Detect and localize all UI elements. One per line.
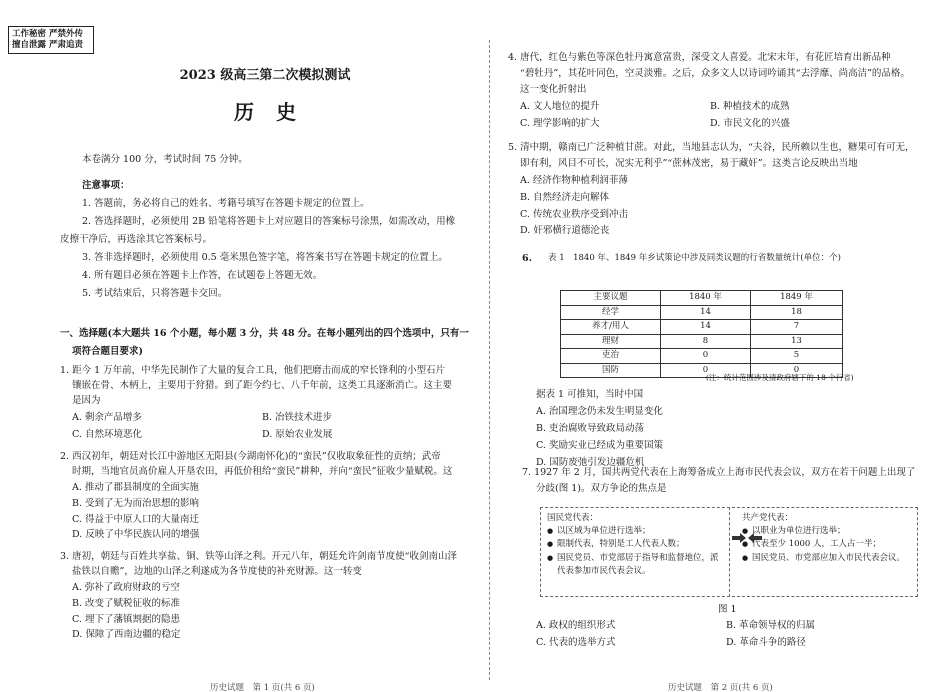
option-c: C. 自然环境恶化 xyxy=(72,428,142,440)
question-stem: 这一变化折射出 xyxy=(520,83,587,95)
option-d: D. 革命斗争的路径 xyxy=(726,636,806,648)
option-a: A. 政权的组织形式 xyxy=(536,620,616,631)
table-note: (注：统计范围涉及清政府辖下的 18 个行省) xyxy=(706,373,854,382)
option-b: B. 种植技术的成熟 xyxy=(710,100,790,112)
option-a: A. 经济作物种植利润菲薄 xyxy=(520,174,628,186)
option-a: A. 治国理念仍未发生明显变化 xyxy=(536,405,663,417)
option-d: D. 原始农业发展 xyxy=(262,428,333,440)
table-cell: 14 xyxy=(661,320,751,335)
table-cell: 13 xyxy=(751,334,843,349)
question-3 xyxy=(60,551,457,641)
notice-item: 1. 答题前，务必将自己的姓名、考籍号填写在答题卡规定的位置上。 xyxy=(82,198,370,209)
option-d: D. 保障了西南边疆的稳定 xyxy=(72,629,181,641)
notice-item: 3. 答非选择题时，必须使用 0.5 毫米黑色签字笔，将答案书写在答题卡规定的位置上。 xyxy=(82,252,448,263)
stamp-line: 工作秘密 严禁外传 xyxy=(12,29,83,39)
kmt-item: ● 限制代表，特别是工人代表人数； xyxy=(547,538,723,551)
notice-title: 注意事项： xyxy=(82,180,130,191)
ccp-title: 共产党代表： xyxy=(742,513,794,523)
question-stem: 4. 唐代，红色与紫色等深色牡丹寓意富贵，深受文人喜爱。北宋末年，有花匠培育出新品种 xyxy=(508,52,891,63)
ccp-position-box xyxy=(732,507,918,597)
option-b: B. 自然经济走向解体 xyxy=(520,191,610,203)
table-header-row xyxy=(561,291,843,306)
option-d: D. 市民文化的兴盛 xyxy=(710,117,790,129)
option-b: B. 改变了赋税征收的标准 xyxy=(72,597,181,609)
table-row xyxy=(561,305,843,320)
stamp-line: 擅自泄露 严肃追责 xyxy=(12,40,83,51)
option-a: A. 剩余产品增多 xyxy=(72,411,142,423)
table-header: 1849 年 xyxy=(751,291,843,306)
section-heading: 一、选择题(本大题共 16 个小题，每小题 3 分，共 48 分。在每小题列出的四个选项中，只有一 xyxy=(60,328,469,339)
table-row xyxy=(561,334,843,349)
table-cell: 14 xyxy=(661,305,751,320)
ccp-item: ● 代表至少 1000 人，工人占一半； xyxy=(742,538,911,551)
option-d: D. 奸邪横行道德沦丧 xyxy=(520,225,610,237)
left-page xyxy=(60,0,470,692)
option-c: C. 埋下了藩镇割据的隐患 xyxy=(72,613,180,625)
table-cell: 8 xyxy=(661,334,751,349)
question-6-number: 6. xyxy=(522,253,532,264)
exam-title: 2023 级高三第二次模拟测试 xyxy=(179,68,351,83)
question-stem: 即有利，风目不可长，况实无利乎”“蔗林茂密，易于藏奸”。这类言论反映出当地 xyxy=(520,157,858,169)
option-b: B. 吏治腐败导致政局动荡 xyxy=(536,422,645,434)
question-stem: 1. 距今 1 万年前，中华先民制作了大量的复合工具，他们把磨击而成的窄长锋利的小型石片 xyxy=(60,365,446,376)
question-stem: 5. 清中期，赣南已广泛种植甘蔗。对此，当地县志认为，“夫谷，民所赖以生也，糖果可有可无， xyxy=(508,142,915,153)
question-stem: 镶嵌在骨、木柄上，主要用于狩猎。到了距今约七、八千年前，这类工具逐渐消亡。这主要 xyxy=(72,379,453,391)
table-row xyxy=(561,320,843,335)
table-cell: 经学 xyxy=(561,305,661,320)
table-cell: 0 xyxy=(661,349,751,364)
option-c: C. 奖励实业已经成为重要国策 xyxy=(536,439,663,451)
option-d: D. 国防废弛引发边疆危机 xyxy=(536,456,645,468)
question-stem: 盐铁以自赡”，边地的山泽之利遂成为各节度使的补充财源。这一转变 xyxy=(72,565,362,577)
exam-intro: 本卷满分 100 分，考试时间 75 分钟。 xyxy=(82,154,248,165)
notice-item: 5. 考试结束后，只将答题卡交回。 xyxy=(82,288,228,299)
question-7-options xyxy=(536,620,916,649)
kmt-item: ● 国民党员、市党部居于指导和监督地位，派代表参加市民代表会议。 xyxy=(547,552,723,578)
table-header: 主要议题 xyxy=(561,291,661,306)
question-stem: 据表 1 可推知，当时中国 xyxy=(536,389,644,400)
table-cell: 0 xyxy=(751,363,843,378)
option-c: C. 传统农业秩序受到冲击 xyxy=(520,208,628,220)
option-b: B. 冶铁技术进步 xyxy=(262,411,333,423)
table-cell: 吏治 xyxy=(561,349,661,364)
question-4 xyxy=(508,52,910,129)
option-c: C. 理学影响的扩大 xyxy=(520,117,600,129)
section-heading: 项符合题目要求) xyxy=(72,346,143,357)
ccp-item: ● 以职业为单位进行选举； xyxy=(742,525,911,538)
question-stem: 3. 唐初，朝廷与百姓共享盐、铜、铁等山泽之利。开元八年，朝廷允许剑南节度使“收剑南山泽 xyxy=(60,551,457,562)
table-cell: 18 xyxy=(751,305,843,320)
option-a: A. 弥补了政府财政的亏空 xyxy=(72,581,180,593)
figure-label: 图 1 xyxy=(718,604,737,615)
option-a: A. 文人地位的提升 xyxy=(520,100,600,112)
kmt-item: ● 以区域为单位进行选举； xyxy=(547,525,723,538)
question-stem: “碧牡丹”，其花叶同色，空灵淡雅。之后，众多文人以诗词吟诵其“去浮靡、尚高洁”的品格。 xyxy=(520,67,910,79)
question-1 xyxy=(60,365,452,440)
table-cell: 5 xyxy=(751,349,843,364)
notice-item: 皮擦干净后，再选涂其它答案标号。 xyxy=(60,234,213,245)
table-cell: 养才/用人 xyxy=(561,320,661,335)
table-header: 1840 年 xyxy=(661,291,751,306)
question-stem: 2. 西汉初年，朝廷对长江中游地区无阳县(今湖南怀化)的“蛮民”仅收取象征性的贡纳；武帝 xyxy=(60,451,441,462)
kmt-position-box xyxy=(540,507,730,597)
question-5 xyxy=(508,142,914,237)
question-stem: 7. 1927 年 2 月，国共两党代表在上海筹备成立上海市民代表会议，双方在若干问题上出现了 xyxy=(522,467,916,478)
table-caption: 表 1 1840 年、1849 年乡试策论中涉及同类议题的行省数量统计(单位：个) xyxy=(548,253,841,263)
question-stem: 是因为 xyxy=(72,394,101,406)
table-cell: 国防 xyxy=(561,363,661,378)
option-a: A. 推动了郡县制度的全面实施 xyxy=(72,481,199,493)
question-2 xyxy=(60,451,452,541)
table-cell: 理财 xyxy=(561,334,661,349)
kmt-title: 国民党代表： xyxy=(547,513,599,523)
data-table xyxy=(560,290,843,378)
option-b: B. 受到了无为而治思想的影响 xyxy=(72,497,200,509)
question-6-body xyxy=(536,389,663,468)
notice-item: 4. 所有题目必须在答题卡上作答，在试题卷上答题无效。 xyxy=(82,270,323,281)
option-c: C. 代表的选举方式 xyxy=(536,636,616,648)
page-footer-left: 历史试题 第 1 页(共 6 页) xyxy=(210,683,315,692)
table-cell: 7 xyxy=(751,320,843,335)
column-divider xyxy=(489,40,490,680)
ccp-item: ● 国民党员、市党部应加入市民代表会议。 xyxy=(742,552,911,565)
question-stem: 分歧(图 1)。双方争论的焦点是 xyxy=(536,482,667,494)
page-footer-right: 历史试题 第 2 页(共 6 页) xyxy=(668,683,773,692)
question-7 xyxy=(522,467,915,495)
option-d: D. 反映了中华民族认同的增强 xyxy=(72,529,200,541)
question-stem: 时期，当地官员高价雇人开垦农田，再低价租给“蛮民”耕种，并向“蛮民”征收少量赋税。这 xyxy=(72,465,453,477)
table-cell: 0 xyxy=(661,363,751,378)
subject-title: 历史 xyxy=(234,100,318,124)
table-row xyxy=(561,349,843,364)
notice-item: 2. 答选择题时，必须使用 2B 铅笔将答题卡上对应题目的答案标号涂黑，如需改动，用橡 xyxy=(82,216,456,227)
option-b: B. 革命领导权的归属 xyxy=(726,620,816,631)
option-c: C. 得益于中原人口的大量南迁 xyxy=(72,513,199,525)
